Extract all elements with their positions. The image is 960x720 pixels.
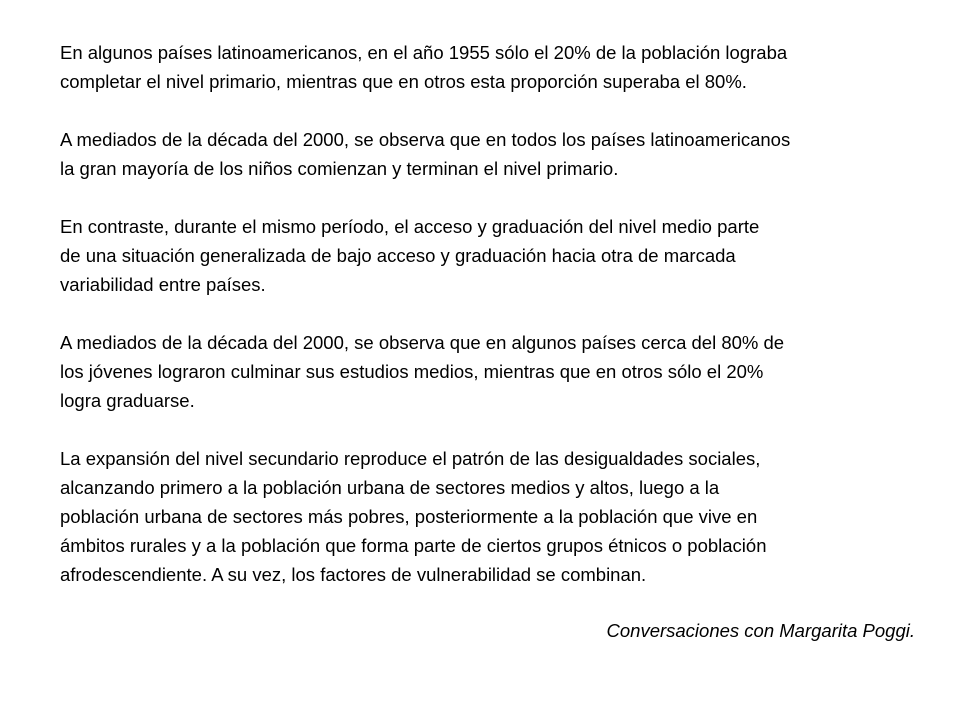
- text-line: población urbana de sectores más pobres, posteriormente a la población que vive en: [60, 506, 758, 527]
- paragraph-primary-2000: [60, 125, 930, 183]
- text-line: logra graduarse.: [60, 390, 195, 411]
- paragraph-primary-1955: [60, 38, 930, 96]
- text-line: ámbitos rurales y a la población que forma parte de ciertos grupos étnicos o población: [60, 535, 767, 556]
- text-line: La expansión del nivel secundario reproduce el patrón de las desigualdades sociales,: [60, 448, 761, 469]
- text-body: [60, 38, 930, 618]
- text-line: A mediados de la década del 2000, se observa que en algunos países cerca del 80% de: [60, 332, 785, 353]
- paragraph-expansion: [60, 444, 930, 589]
- text-line: afrodescendiente. A su vez, los factores de vulnerabilidad se combinan.: [60, 564, 647, 585]
- text-line: En algunos países latinoamericanos, en el año 1955 sólo el 20% de la población lograba: [60, 42, 788, 63]
- text-line: los jóvenes lograron culminar sus estudios medios, mientras que en otros sólo el 20%: [60, 361, 764, 382]
- text-line: de una situación generalizada de bajo acceso y graduación hacia otra de marcada: [60, 245, 736, 266]
- text-line: completar el nivel primario, mientras que en otros esta proporción superaba el 80%.: [60, 71, 747, 92]
- text-line: variabilidad entre países.: [60, 274, 266, 295]
- attribution: Conversaciones con Margarita Poggi.: [606, 620, 915, 641]
- text-line: En contraste, durante el mismo período, el acceso y graduación del nivel medio parte: [60, 216, 760, 237]
- text-line: A mediados de la década del 2000, se observa que en todos los países latinoamericanos: [60, 129, 791, 150]
- paragraph-secondary-2000: [60, 328, 930, 415]
- text-line: alcanzando primero a la población urbana de sectores medios y altos, luego a la: [60, 477, 720, 498]
- paragraph-secondary-contrast: [60, 212, 930, 299]
- text-line: la gran mayoría de los niños comienzan y terminan el nivel primario.: [60, 158, 619, 179]
